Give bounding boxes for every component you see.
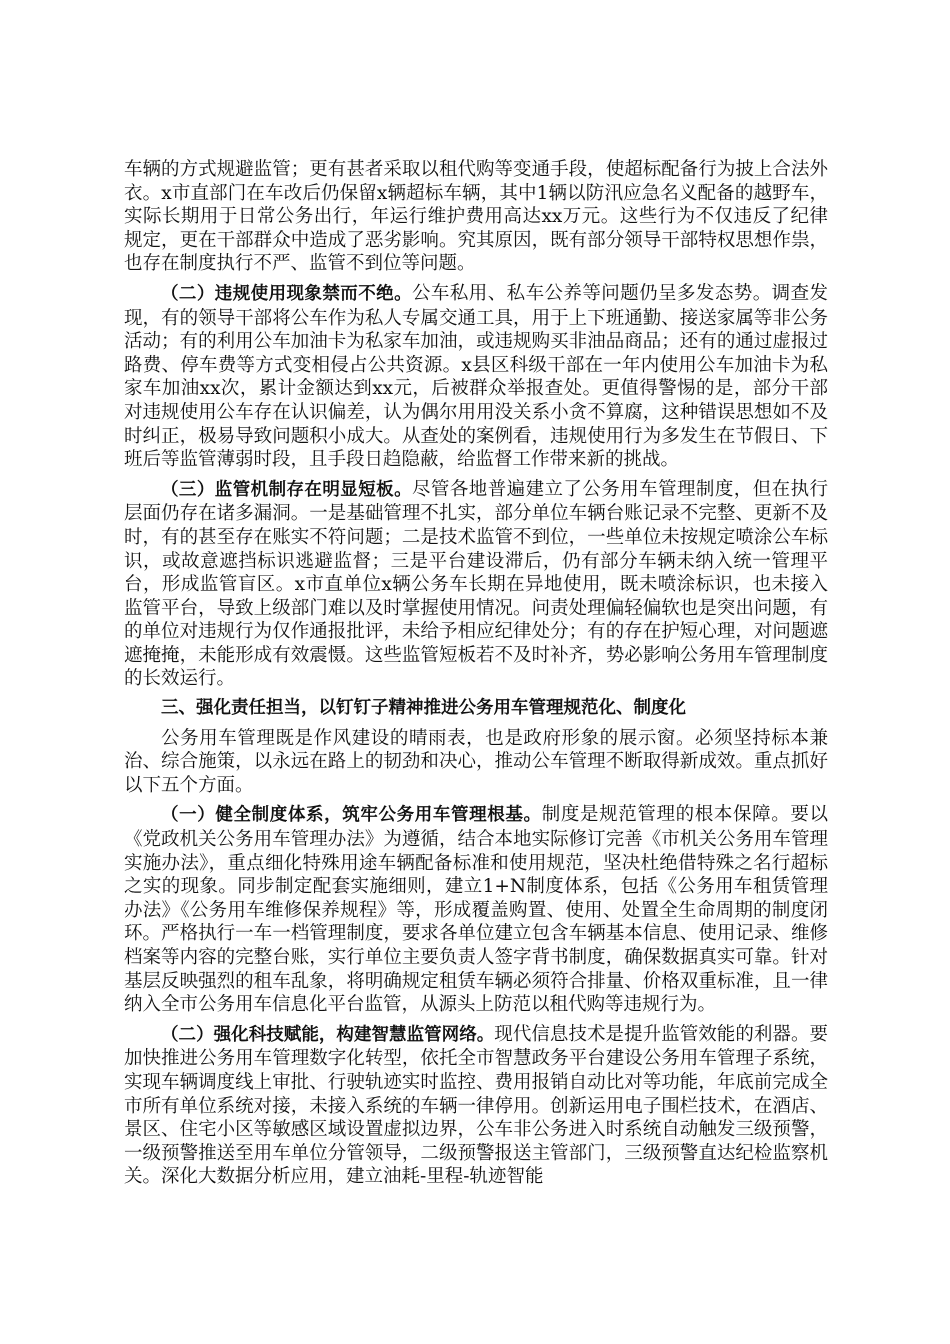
paragraph-3 (124, 478, 828, 691)
paragraph-2 (124, 282, 828, 472)
paragraph-6-body: 现代信息技术是提升监管效能的利器。要加快推进公务用车管理数字化转型，依托全市智慧政务平台建设公务用车管理子系统，实现车辆调度线上审批、行驶轨迹实时监控、费用报销自动比对等功能，年底前完成全市所有单位系统对接，未接入系统的车辆一律停用。创新运用电子围栏技术，在酒店、景区、住宅小区等敏感区域设置虚拟边界，公车非公务进入时系统自动触发三级预警，一级预警推送至用车单位分管领导，二级预警报送主管部门，三级预警直达纪检监察机关。深化大数据分析应用，建立油耗-里程-轨迹智能 (124, 1023, 828, 1188)
document-page (124, 158, 828, 1195)
section-title-3: 三、强化责任担当，以钉钉子精神推进公务用车管理规范化、制度化 (161, 698, 686, 719)
paragraph-5-heading: （一）健全制度体系，筑牢公务用车管理根基。 (161, 805, 542, 826)
paragraph-5-body: 制度是规范管理的根本保障。要以《党政机关公务用车管理办法》为遵循，结合本地实际修订完善《市机关公务用车管理实施办法》，重点细化特殊用途车辆配备标准和使用规范，坚决杜绝借特殊之名行超标之实的现象。同步制定配套实施细则，建立1+N制度体系，包括《公务用车租赁管理办法》《公务用车维修保养规程》等，形成覆盖购置、使用、处置全生命周期的制度闭环。严格执行一车一档管理制度，要求各单位建立包含车辆基本信息、使用记录、维修档案等内容的完整台账，实行单位主要负责人签字背书制度，确保数据真实可靠。针对基层反映强烈的租车乱象，将明确规定租赁车辆必须符合排量、价格双重标准，且一律纳入全市公务用车信息化平台监管，从源头上防范以租代购等违规行为。 (124, 804, 828, 1016)
paragraph-4-body: 公务用车管理既是作风建设的晴雨表，也是政府形象的展示窗。必须坚持标本兼治、综合施策，以永远在路上的韧劲和决心，推动公车管理不断取得新成效。重点抓好以下五个方面。 (124, 727, 828, 796)
paragraph-5 (124, 803, 828, 1016)
paragraph-6-heading: （二）强化科技赋能，构建智慧监管网络。 (161, 1024, 495, 1045)
paragraph-2-heading: （二）违规使用现象禁而不绝。 (161, 283, 412, 304)
paragraph-3-heading: （三）监管机制存在明显短板。 (161, 479, 412, 500)
paragraph-6 (124, 1023, 828, 1189)
paragraph-3-body: 尽管各地普遍建立了公务用车管理制度，但在执行层面仍存在诸多漏洞。一是基础管理不扎实，部分单位车辆台账记录不完整、更新不及时，有的甚至存在账实不符问题；二是技术监管不到位，一些单位未按规定喷涂公车标识，或故意遮挡标识逃避监督；三是平台建设滞后，仍有部分车辆未纳入统一管理平台，形成监管盲区。x市直单位x辆公务车长期在异地使用，既未喷涂标识，也未接入监管平台，导致上级部门难以及时掌握使用情况。问责处理偏轻偏软也是突出问题，有的单位对违规行为仅作通报批评，未给予相应纪律处分；有的存在护短心理，对问题遮遮掩掩，未能形成有效震慑。这些监管短板若不及时补齐，势必影响公务用车管理制度的长效运行。 (124, 478, 828, 690)
paragraph-4 (124, 727, 828, 798)
paragraph-1-body: 车辆的方式规避监管；更有甚者采取以租代购等变通手段，使超标配备行为披上合法外衣。x市直部门在车改后仍保留x辆超标车辆，其中1辆以防汛应急名义配备的越野车，实际长期用于日常公务出行，年运行维护费用高达xx万元。这些行为不仅违反了纪律规定，更在干部群众中造成了恶劣影响。究其原因，既有部分领导干部特权思想作祟，也存在制度执行不严、监管不到位等问题。 (124, 159, 828, 275)
paragraph-1 (124, 158, 828, 276)
paragraph-2-body: 公车私用、私车公养等问题仍呈多发态势。调查发现，有的领导干部将公车作为私人专属交通工具，用于上下班通勤、接送家属等非公务活动；有的利用公车加油卡为私家车加油，或违规购买非油品商品；还有的通过虚报过路费、停车费等方式变相侵占公共资源。x县区科级干部在一年内使用公车加油卡为私家车加油xx次，累计金额达到xx元，后被群众举报查处。更值得警惕的是，部分干部对违规使用公车存在认识偏差，认为偶尔用用没关系小贪不算腐，这种错误思想如不及时纠正，极易导致问题积小成大。从查处的案例看，违规使用行为多发生在节假日、下班后等监管薄弱时段，且手段日趋隐蔽，给监督工作带来新的挑战。 (124, 282, 828, 471)
